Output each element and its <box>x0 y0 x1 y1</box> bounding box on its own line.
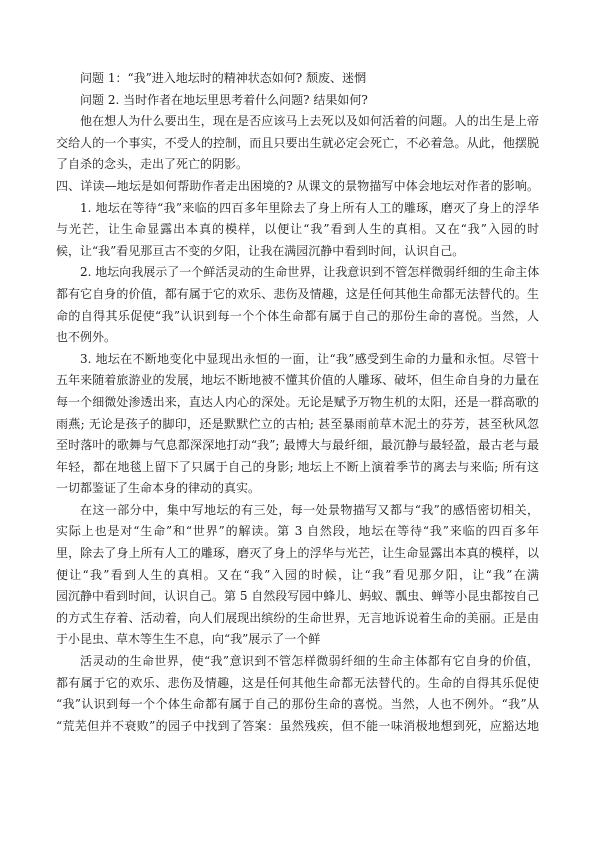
text-line: 与光芒，让生命显露出本真的模样，以便让“我”看到人生的真相。又在“我”入园的时 <box>56 222 539 237</box>
text-line: 里，除去了身上所有人工的雕琢，磨灭了身上的浮华与光芒，让生命显露出本真的模样，以 <box>56 546 539 561</box>
text-line: 都有属于它的欢乐、悲伤及情趣，这是任何其他生命都无法替代的。生命的自得其乐促使 <box>56 675 539 690</box>
text-line: 他在想人为什么要出生，现在是否应该马上去死以及如何活着的问题。人的出生是上帝 <box>80 114 539 129</box>
text-line: 雨燕; 无论是孩子的脚印，还是默默伫立的古柏; 甚至暴雨前草木泥土的芬芳，甚至秋风忽 <box>56 416 539 431</box>
text-line: 年轻，都在地毯上留下了只属于自己的身影; 地坛上不断上演着季节的离去与来临; 所有这 <box>56 459 539 474</box>
text-line: 于小昆虫、草木等生生不息，向“我”展示了一个鲜 <box>56 632 321 647</box>
text-line: 问题 2. 当时作者在地坛里思考着什么问题? 结果如何? <box>80 92 368 107</box>
text-line: 命的自得其乐促使“我”认识到每一个个体生命都有属于自己的那份生命的喜悦。当然，人 <box>56 308 539 323</box>
text-line: 了自杀的念头，走出了死亡的阴影。 <box>56 157 249 172</box>
text-line: 实际上也是对“生命”和“世界”的解读。第 3 自然段，地坛在等待“我”来临的四百多年 <box>56 524 539 539</box>
text-line: 1. 地坛在等待“我”来临的四百多年里除去了身上所有人工的雕琢，磨灭了身上的浮华 <box>80 200 539 215</box>
text-line: 问题 1：“我”进入地坛时的精神状态如何? 颓废、迷惘 <box>80 71 366 85</box>
text-line: 四、详读—地坛是如何帮助作者走出困境的? 从课文的景物描写中体会地坛对作者的影响。 <box>56 178 539 193</box>
text-line: 每一个细微处渗透出来，直达人内心的深处。无论是赋予万物生机的太阳，还是一群高歌的 <box>56 394 539 409</box>
text-line: 便让“我”看到人生的真相。又在“我”入园的时候，让“我”看见那夕阳，让“我”在满 <box>56 567 539 582</box>
document-body <box>56 68 539 737</box>
text-line: 的方式生存着、活动着，向人们展现出缤纷的生命世界，无言地诉说着生命的美丽。正是由 <box>56 610 539 625</box>
text-line: “荒芜但并不衰败”的园子中找到了答案：虽然残疾，但不能一味消极地想到死，应豁达地 <box>56 718 539 733</box>
text-line: 在这一部分中，集中写地坛的有三处，每一处景物描写又都与“我”的感悟密切相关， <box>80 502 539 517</box>
text-line: 2. 地坛向我展示了一个鲜活灵动的生命世界，让我意识到不管怎样微弱纤细的生命主体 <box>80 265 539 280</box>
text-line: 五年来随着旅游业的发展，地坛不断地被不懂其价值的人雕琢、破坏，但生命自身的力量在 <box>56 373 539 388</box>
text-line: 交给人的一个事实，不受人的控制，而且只要出生就必定会死亡，不必着急。从此，他摆脱 <box>56 135 539 150</box>
text-line: “我”认识到每一个个体生命都有属于自己的那份生命的喜悦。当然，人也不例外。“我”从 <box>56 697 539 712</box>
text-line: 一切都鉴证了生命本身的律动的真实。 <box>56 481 261 496</box>
text-line: 至时落叶的歌舞与气息都深深地打动“我”; 最博大与最纤细，最沉静与最轻盈，最古老与最 <box>56 438 539 453</box>
text-line: 活灵动的生命世界，使“我”意识到不管怎样微弱纤细的生命主体都有它自身的价值， <box>80 654 539 669</box>
text-line: 3. 地坛在不断地变化中显现出永恒的一面，让“我”感受到生命的力量和永恒。尽管十 <box>80 351 539 366</box>
text-line: 都有它自身的价值，都有属于它的欢乐、悲伤及情趣，这是任何其他生命都无法替代的。生 <box>56 286 539 301</box>
text-line: 候，让“我”看见那亘古不变的夕阳，让我在满园沉静中看到时间，认识自己。 <box>56 243 465 258</box>
text-line: 园沉静中看到时间，认识自己。第 5 自然段写园中蜂儿、蚂蚁、瓢虫、蝉等小昆虫都按自己 <box>56 589 539 604</box>
text-line: 也不例外。 <box>56 330 117 345</box>
